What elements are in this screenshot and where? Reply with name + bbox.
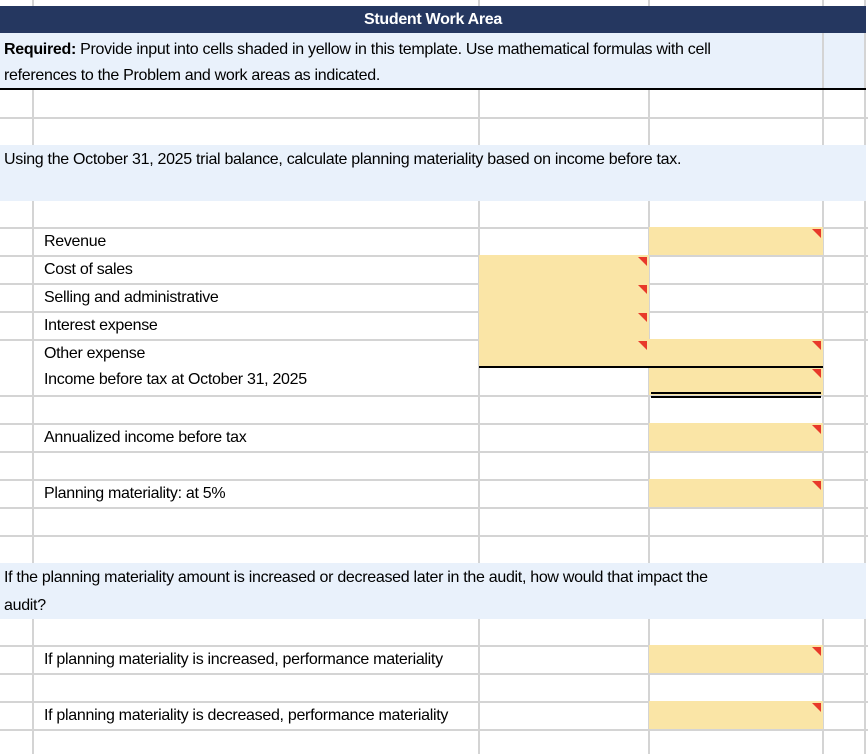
question2-text-2: audit? — [4, 597, 46, 614]
interest-expense-input[interactable] — [479, 311, 649, 339]
label-planning-materiality: Planning materiality: at 5% — [44, 485, 226, 502]
other-expense-input[interactable] — [479, 339, 649, 367]
cost-of-sales-input[interactable] — [479, 255, 649, 283]
label-other-expense: Other expense — [44, 345, 146, 362]
question1-text: Using the October 31, 2025 trial balance, calculate planning materiality based on income before tax. — [4, 151, 682, 168]
required-text-2: references to the Problem and work areas as indicated. — [4, 67, 381, 84]
decreased-impact-input[interactable] — [649, 701, 823, 729]
label-income-before-tax: Income before tax at October 31, 2025 — [44, 371, 307, 388]
label-annualized-income: Annualized income before tax — [44, 429, 247, 446]
label-decreased: If planning materiality is decreased, performance materiality — [44, 707, 449, 724]
required-text: Required: Provide input into cells shaded in yellow in this template. Use mathematical formulas with cell — [4, 41, 711, 58]
planning-materiality-input[interactable] — [649, 479, 823, 507]
section-header: Student Work Area — [0, 6, 866, 33]
label-increased: If planning materiality is increased, performance materiality — [44, 651, 443, 668]
label-cost-of-sales: Cost of sales — [44, 261, 133, 278]
question2-text: If the planning materiality amount is increased or decreased later in the audit, how would that impact the — [4, 569, 708, 586]
increased-impact-input[interactable] — [649, 645, 823, 673]
revenue-input[interactable] — [649, 227, 823, 255]
label-selling-admin: Selling and administrative — [44, 289, 219, 306]
label-revenue: Revenue — [44, 233, 106, 250]
income-before-tax-input[interactable] — [649, 367, 823, 395]
annualized-income-input[interactable] — [649, 423, 823, 451]
selling-admin-input[interactable] — [479, 283, 649, 311]
total-expenses-input[interactable] — [649, 339, 823, 367]
label-interest-expense: Interest expense — [44, 317, 158, 334]
